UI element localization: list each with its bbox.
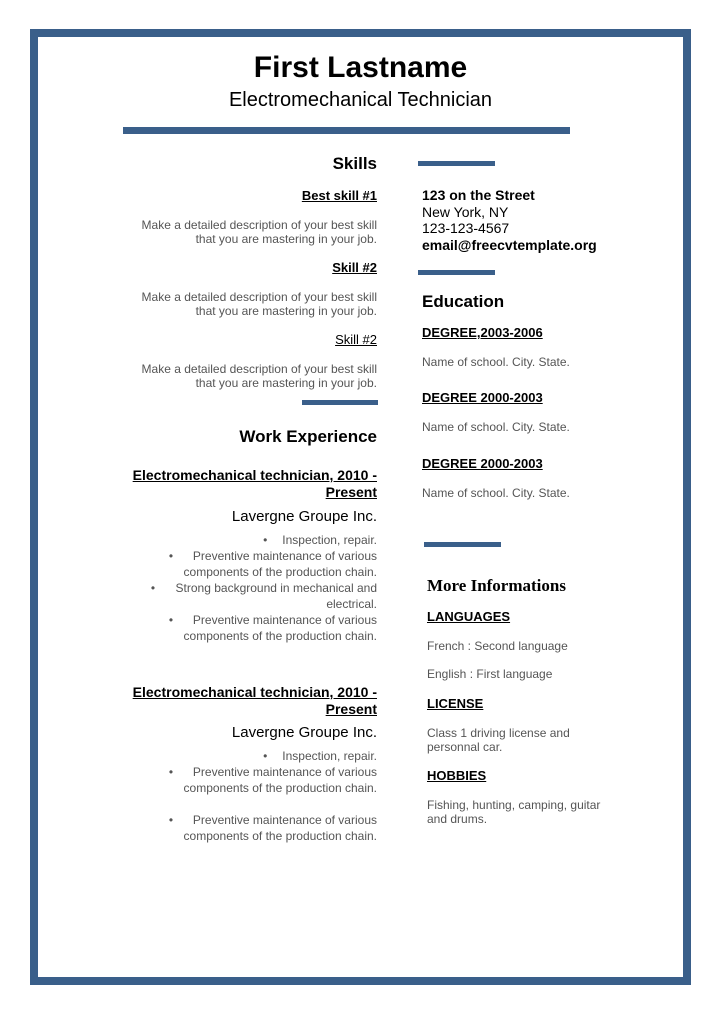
job-bullets: [140, 748, 377, 844]
bullet-text: Inspection, repair.: [282, 749, 377, 763]
skills-heading: Skills: [332, 154, 377, 173]
degree-title: DEGREE 2000-2003: [422, 390, 543, 405]
skill-name: Best skill #1: [301, 188, 377, 203]
bullet-item: • Preventive maintenance of various components of the production chain.: [168, 765, 377, 795]
contact-phone: 123-123-4567: [422, 220, 510, 236]
job-company: Lavergne Groupe Inc.: [231, 724, 377, 741]
header-divider: [123, 127, 570, 134]
work-heading: Work Experience: [239, 427, 377, 446]
bullet-text: Preventive maintenance of various components of the production chain.: [183, 813, 377, 843]
skill-description: Make a detailed description of your best skill that you are mastering in your job.: [141, 362, 377, 390]
bullet-text: Preventive maintenance of various components of the production chain.: [183, 613, 377, 643]
candidate-name: First Lastname: [253, 51, 468, 84]
bullet-item: • Inspection, repair.: [263, 533, 377, 547]
degree-school: Name of school. City. State.: [422, 486, 570, 500]
bullet-text: Preventive maintenance of various components of the production chain.: [183, 549, 377, 579]
job-bullets: [140, 532, 377, 644]
contact-email: email@freecvtemplate.org: [422, 236, 597, 253]
languages-heading: LANGUAGES: [427, 609, 511, 624]
job-title: Electromechanical technician, 2010 - Present: [132, 467, 377, 500]
bullet-item: • Preventive maintenance of various components of the production chain.: [168, 613, 377, 643]
bullet-item: • Preventive maintenance of various components of the production chain.: [168, 813, 377, 843]
license-text: Class 1 driving license and personnal car.: [427, 726, 570, 754]
bullet-item: • Preventive maintenance of various components of the production chain.: [168, 549, 377, 579]
degree-title: DEGREE,2003-2006: [422, 325, 543, 340]
hobbies-heading: HOBBIES: [427, 768, 487, 783]
skill-name: Skill #2: [335, 332, 377, 347]
bullet-text: Inspection, repair.: [282, 533, 377, 547]
section-divider: [424, 542, 501, 547]
contact-block: [422, 187, 682, 253]
more-info-heading: More Informations: [427, 576, 566, 595]
degree-school: Name of school. City. State.: [422, 420, 570, 434]
section-divider: [418, 161, 495, 166]
degree-school: Name of school. City. State.: [422, 355, 570, 369]
education-heading: Education: [422, 292, 505, 311]
hobbies-text: Fishing, hunting, camping, guitar and drums.: [427, 798, 601, 826]
skill-description: Make a detailed description of your best skill that you are mastering in your job.: [141, 218, 377, 246]
candidate-title: Electromechanical Technician: [228, 89, 493, 111]
bullet-item: • Strong background in mechanical and electrical.: [150, 581, 377, 611]
bullet-item: • Inspection, repair.: [263, 749, 377, 763]
license-heading: LICENSE: [427, 696, 484, 711]
section-divider: [418, 270, 495, 275]
language-item: French : Second language: [427, 639, 568, 653]
language-item: English : First language: [427, 667, 553, 681]
skill-name: Skill #2: [332, 260, 377, 275]
job-title: Electromechanical technician, 2010 - Present: [132, 684, 377, 717]
bullet-text: Preventive maintenance of various components of the production chain.: [183, 765, 377, 795]
job-company: Lavergne Groupe Inc.: [231, 508, 377, 525]
contact-street: 123 on the Street: [422, 187, 535, 203]
contact-city: New York, NY: [422, 203, 509, 220]
skill-description: Make a detailed description of your best skill that you are mastering in your job.: [141, 290, 377, 318]
bullet-text: Strong background in mechanical and electrical.: [175, 581, 377, 611]
degree-title: DEGREE 2000-2003: [422, 456, 543, 471]
section-divider: [302, 400, 378, 405]
